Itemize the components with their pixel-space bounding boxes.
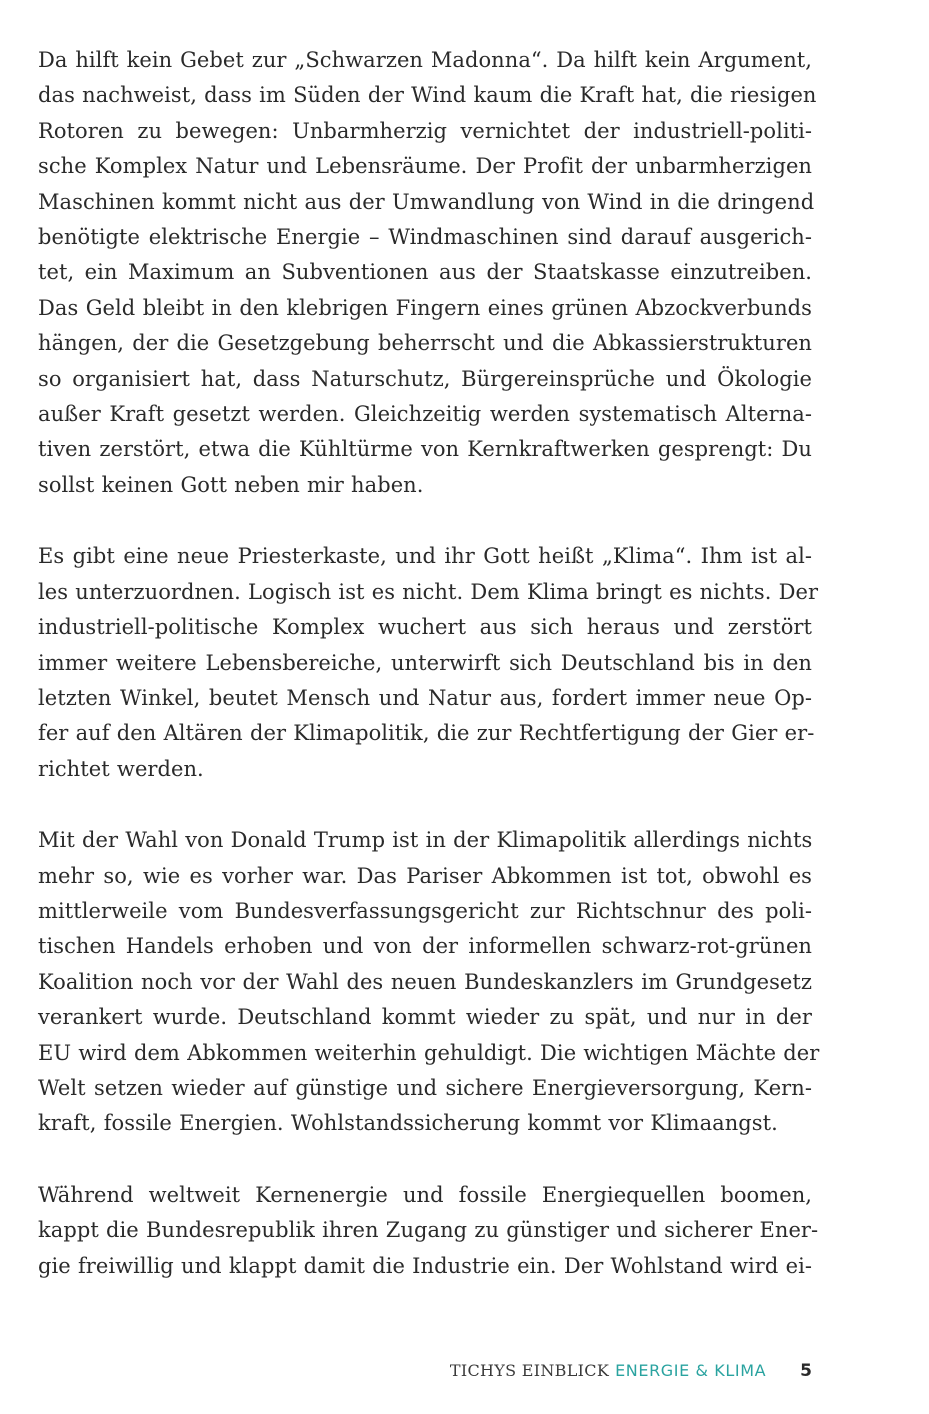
text-line: mehr so, wie es vorher war. Das Pariser Abkommen ist tot, obwohl es xyxy=(38,863,812,888)
text-line: Da hilft kein Gebet zur „Schwarzen Madonna“. Da hilft kein Argument, xyxy=(38,48,812,72)
text-line: Rotoren zu bewegen: Unbarmherzig vernichtet der industriell-politi- xyxy=(38,118,812,143)
text-line: tiven zerstört, etwa die Kühltürme von Kernkraftwerken gesprengt: Du xyxy=(38,437,812,462)
text-line: kraft, fossile Energien. Wohlstandssicherung kommt vor Klimaangst. xyxy=(38,1111,778,1136)
text-line: Es gibt eine neue Priesterkaste, und ihr Gott heißt „Klima“. Ihm ist al- xyxy=(38,544,812,569)
text-line: Maschinen kommt nicht aus der Umwandlung von Wind in die dringend xyxy=(38,189,815,214)
text-line: so organisiert hat, dass Naturschutz, Bürgereinsprüche und Ökologie xyxy=(38,366,812,391)
paragraph-3 xyxy=(38,823,820,1142)
text-line: kappt die Bundesrepublik ihren Zugang zu günstiger und sicherer Ener- xyxy=(38,1218,819,1243)
text-line: tischen Handels erhoben und von der informellen schwarz-rot-grünen xyxy=(38,934,812,959)
text-line: Mit der Wahl von Donald Trump ist in der Klimapolitik allerdings nichts xyxy=(38,828,813,853)
text-line: mittlerweile vom Bundesverfassungsgericht zur Richtschnur des poli- xyxy=(38,898,812,923)
text-line: Während weltweit Kernenergie und fossile Energiequellen boomen, xyxy=(38,1182,812,1207)
text-line: gie freiwillig und klappt damit die Industrie ein. Der Wohlstand wird ei- xyxy=(38,1253,812,1278)
paragraph-4 xyxy=(38,1178,819,1284)
text-line: EU wird dem Abkommen weiterhin gehuldigt. Die wichtigen Mächte der xyxy=(38,1040,820,1065)
text-line: sche Komplex Natur und Lebensräume. Der Profit der unbarmherzigen xyxy=(38,154,812,179)
text-line: verankert wurde. Deutschland kommt wieder zu spät, und nur in der xyxy=(38,1005,812,1030)
text-line: fer auf den Altären der Klimapolitik, die zur Rechtfertigung der Gier er- xyxy=(38,721,815,746)
publication-name: TICHYS EINBLICK xyxy=(449,1361,610,1380)
text-line: immer weitere Lebensbereiche, unterwirft sich Deutschland bis in den xyxy=(38,650,812,675)
text-line: industriell-politische Komplex wuchert aus sich heraus und zerstört xyxy=(38,615,812,640)
text-line: sollst keinen Gott neben mir haben. xyxy=(38,472,424,497)
page-number: 5 xyxy=(800,1361,812,1381)
series-title: ENERGIE & KLIMA xyxy=(615,1361,767,1380)
text-line: tet, ein Maximum an Subventionen aus der Staatskasse einzutreiben. xyxy=(38,260,812,285)
text-line: Das Geld bleibt in den klebrigen Fingern eines grünen Abzockverbunds xyxy=(38,295,812,320)
text-line: das nachweist, dass im Süden der Wind kaum die Kraft hat, die riesigen xyxy=(38,83,817,108)
text-line: hängen, der die Gesetzgebung beherrscht und die Abkassierstrukturen xyxy=(38,331,812,356)
text-line: Koalition noch vor der Wahl des neuen Bundeskanzlers im Grundgesetz xyxy=(38,969,812,994)
text-line: les unterzuordnen. Logisch ist es nicht. Dem Klima bringt es nichts. Der xyxy=(38,579,819,604)
page-footer xyxy=(0,1361,812,1381)
text-line: richtet werden. xyxy=(38,756,204,781)
text-line: letzten Winkel, beutet Mensch und Natur aus, fordert immer neue Op- xyxy=(38,685,812,710)
body-text xyxy=(38,43,820,1320)
text-line: außer Kraft gesetzt werden. Gleichzeitig werden systematisch Alterna- xyxy=(38,402,812,427)
paragraph-2 xyxy=(38,539,819,787)
text-line: benötigte elektrische Energie – Windmaschinen sind darauf ausgerich- xyxy=(38,225,812,250)
paragraph-1 xyxy=(38,43,817,503)
text-line: Welt setzen wieder auf günstige und sichere Energieversorgung, Kern- xyxy=(38,1075,812,1100)
